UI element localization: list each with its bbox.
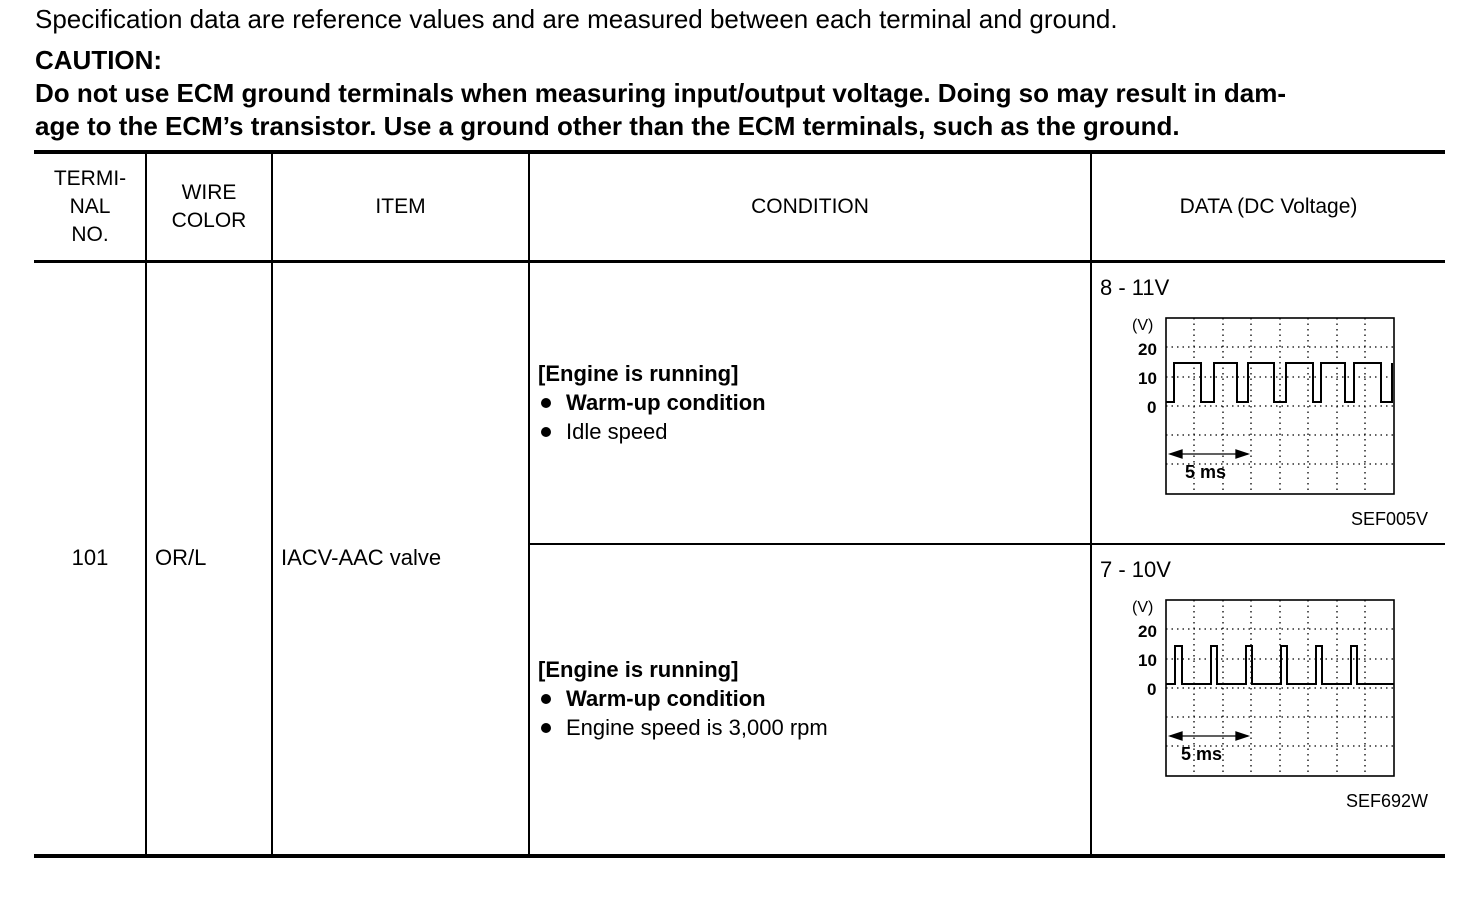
bullet-dot-icon [541, 723, 551, 733]
condition-2-bullet-2 [538, 713, 828, 742]
header-terminal-line-1: TERMI- [53, 167, 127, 190]
header-data-label: DATA (DC Voltage) [1179, 195, 1358, 218]
voltage-value-1: 8 - 11V [1100, 275, 1170, 300]
header-terminal-line-2: NAL [69, 195, 111, 218]
item-name: IACV-AAC valve [281, 545, 442, 570]
bullet-dot-icon [541, 398, 551, 408]
oscilloscope-waveform-2 [1128, 592, 1398, 782]
figure-ref-1: SEF005V [1350, 509, 1428, 529]
time-scale-label-2: 5 ms [1181, 744, 1223, 764]
condition-block-2 [538, 655, 828, 742]
condition-1-bullet-1-text: Warm-up condition [566, 390, 766, 415]
square-wave-signal [1166, 363, 1392, 402]
condition-1-heading: [Engine is running] [538, 361, 739, 386]
y-tick-20-label-1: 20 [1138, 340, 1157, 359]
caution-line-1: Do not use ECM ground terminals when measuring input/output voltage. Doing so may result in dam- [35, 78, 1286, 108]
header-terminal-line-3: NO. [71, 223, 109, 246]
caution-body [35, 77, 1447, 143]
pulse-wave-signal [1166, 646, 1394, 684]
condition-2-heading: [Engine is running] [538, 657, 739, 682]
header-item [273, 153, 528, 261]
wire-color: OR/L [155, 545, 207, 570]
y-tick-10-label-1: 10 [1138, 369, 1157, 388]
condition-1-bullet-2 [538, 417, 766, 446]
terminal-number: 101 [71, 545, 109, 570]
condition-row-divider [528, 543, 1445, 545]
header-wire-line-1: WIRE [181, 181, 237, 204]
y-unit-label-1: (V) [1132, 317, 1154, 334]
bullet-dot-icon [541, 694, 551, 704]
y-tick-0-label-1: 0 [1147, 398, 1157, 417]
condition-1-bullet-1 [538, 388, 766, 417]
header-item-label: ITEM [375, 195, 426, 218]
y-tick-20-label-2: 20 [1138, 622, 1157, 641]
header-wire-line-2: COLOR [171, 209, 247, 232]
bullet-dot-icon [541, 427, 551, 437]
oscilloscope-waveform-1 [1128, 310, 1398, 500]
header-condition [530, 153, 1090, 261]
caution-title: CAUTION: [35, 45, 163, 75]
voltage-value-2: 7 - 10V [1100, 557, 1171, 582]
condition-2-bullet-1-text: Warm-up condition [566, 686, 766, 711]
time-scale-label-1: 5 ms [1185, 462, 1227, 482]
y-unit-label-2: (V) [1132, 599, 1154, 616]
header-condition-label: CONDITION [751, 195, 869, 218]
caution-line-2: age to the ECM’s transistor. Use a ground other than the ECM terminals, such as the ground. [35, 111, 1180, 141]
condition-block-1 [538, 359, 766, 446]
condition-2-bullet-1 [538, 684, 828, 713]
header-data [1092, 153, 1445, 261]
y-tick-10-label-2: 10 [1138, 651, 1157, 670]
condition-1-bullet-2-text: Idle speed [566, 419, 668, 444]
y-tick-0-label-2: 0 [1147, 680, 1157, 699]
header-wire-color [147, 153, 271, 261]
condition-2-bullet-2-text: Engine speed is 3,000 rpm [566, 715, 828, 740]
header-terminal-no [34, 153, 146, 261]
figure-ref-2: SEF692W [1345, 791, 1428, 811]
table-bottom-rule [34, 854, 1445, 858]
intro-text: Specification data are reference values and are measured between each terminal and ground. [35, 4, 1118, 34]
